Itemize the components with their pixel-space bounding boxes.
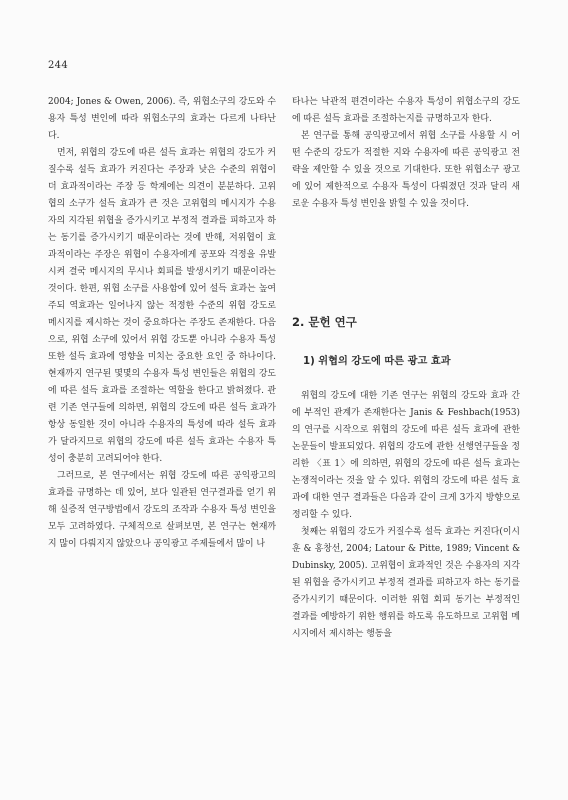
left-column	[48, 94, 276, 553]
paragraph: 위협의 강도에 대한 기존 연구는 위협의 강도와 효과 간에 부적인 관계가 존재한다는 Janis & Feshbach(1953)의 연구를 시작으로 위협의 강도에 따른 설득 효과에 관한 논문들이 발표되었다. 위협의 강도에 관한 선행연구들을 정리한 〈표 1〉에 의하면, 위협의 강도에 따른 설득 효과는 논쟁적이라는 것을 알 수 있다. 위협의 강도에 따른 설득 효과에 대한 연구 결과들은 다음과 같이 크게 3가지 방향으로 정리할 수 있다.	[292, 391, 520, 520]
paragraph: 2004; Jones & Owen, 2006). 즉, 위협소구의 강도와 수용자 특성 변인에 따라 위협소구의 효과는 다르게 나타난다.	[48, 97, 276, 141]
paragraph: 타나는 낙관적 편견이라는 수용자 특성이 위협소구의 강도에 따른 설득 효과를 조절하는지를 규명하고자 한다.	[292, 97, 520, 124]
paragraph: 본 연구를 통해 공익광고에서 위협 소구를 사용할 시 어떤 수준의 강도가 적절한 지와 수용자에 따른 공익광고 전략을 제안할 수 있을 것으로 기대한다. 또한 위협소구 광고에 있어 제한적으로 수용자 특성이 다뤄졌던 것과 달리 새로운 수용자 특성 변인을 밝힐 수 있을 것이다.	[292, 131, 520, 209]
right-column-bottom	[292, 388, 520, 643]
paragraph: 첫째는 위협의 강도가 커질수록 설득 효과는 커진다(이시훈 & 홍창선, 2004; Latour & Pitte, 1989; Vincent & Dubinsky, 2005). 고위협이 효과적인 것은 수용자의 지각된 위협을 증가시키고 부정적 결과를 피하고자 하는 동기를 증가시키기 때문이다. 이러한 위협 회피 동기는 부정적인 결과를 예방하기 위한 행위를 하도록 유도하므로 고위협 메시지에서 제시하는 행동을	[292, 527, 520, 639]
paragraph: 먼저, 위협의 강도에 따른 설득 효과는 위협의 강도가 커질수록 설득 효과가 커진다는 주장과 낮은 수준의 위협이 더 효과적이라는 주장 등 학계에는 의견이 분분하다. 고위협의 소구가 설득 효과가 큰 것은 고위협의 메시지가 수용자의 지각된 위협을 증가시키고 부정적 결과를 피하고자 하는 동기를 증가시키기 때문이라는 것에 반해, 저위협이 효과적이라는 주장은 위협이 수용자에게 공포와 걱정을 유발시켜 결국 메시지의 무시나 회피를 발생시키기 때문이라는 것이다. 한편, 위협 소구를 사용함에 있어 설득 효과는 높여주되 역효과는 일어나지 않는 적정한 수준의 위협 강도로 메시지를 제시하는 것이 중요하다는 주장도 존재한다. 다음으로, 위협 소구에 있어서 위협 강도뿐 아니라 수용자 특성 또한 설득 효과에 영향을 미치는 중요한 요인 중 하나이다. 현재까지 연구된 몇몇의 수용자 특성 변인들은 위협의 강도에 따른 설득 효과를 조절하는 역할을 한다고 밝혀졌다. 관련 기존 연구들에 의하면, 위협의 강도에 따른 설득 효과가 항상 동일한 것이 아니라 수용자의 특성에 따라 설득 효과가 달라지므로 위협의 강도에 따른 설득 효과는 수용자 특성이 충분히 고려되어야 한다.	[48, 148, 276, 464]
subsection-title: 1) 위협의 강도에 따른 광고 효과	[303, 356, 451, 367]
page-number: 244	[48, 60, 68, 71]
paragraph: 그러므로, 본 연구에서는 위협 강도에 따른 공익광고의 효과를 규명하는 데 있어, 보다 일관된 연구결과를 얻기 위해 실증적 연구방법에서 강도의 조작과 수용자 특성 변인을 모두 고려하였다. 구체적으로 살펴보면, 본 연구는 현재까지 많이 다뤄지지 않았으나 공익광고 주제들에서 많이 나	[48, 471, 276, 549]
section-title: 2. 문헌 연구	[292, 315, 357, 329]
right-column-top	[292, 94, 520, 213]
